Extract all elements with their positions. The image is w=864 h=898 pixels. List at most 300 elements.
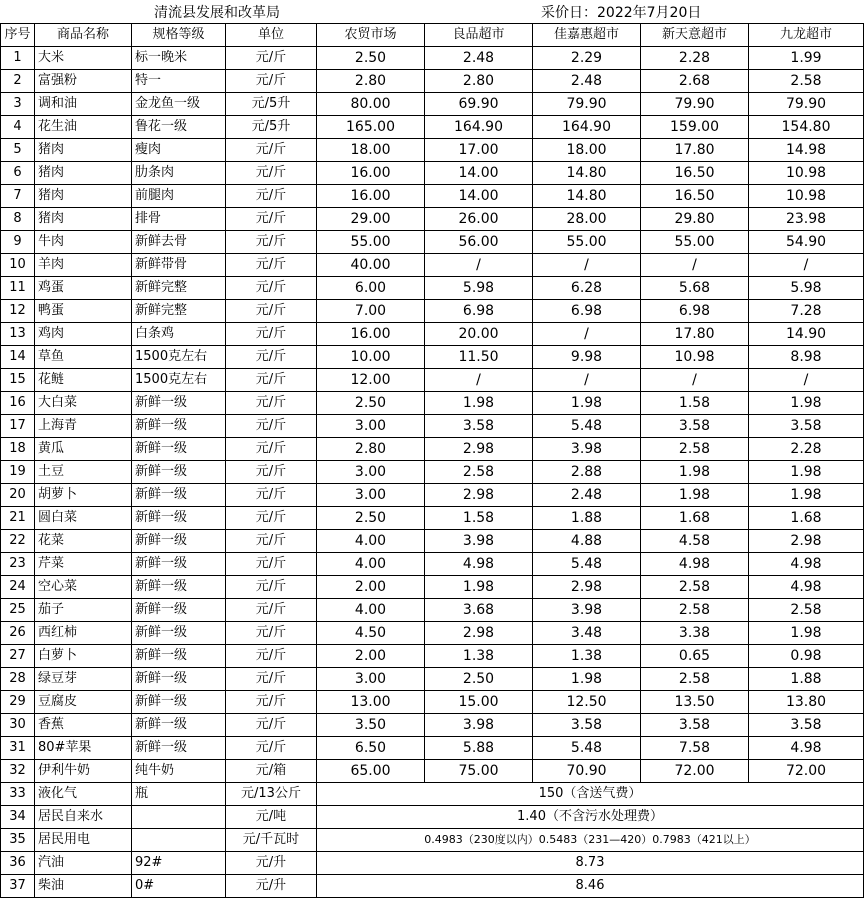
price-market: 12.00 xyxy=(317,369,425,392)
product-spec: 新鲜完整 xyxy=(132,277,226,300)
table-row xyxy=(1,70,864,93)
price-xintianyi: 16.50 xyxy=(641,185,749,208)
product-name: 黄瓜 xyxy=(35,438,132,461)
price-jiajiahui: 28.00 xyxy=(533,208,641,231)
product-unit: 元/斤 xyxy=(226,415,317,438)
product-unit: 元/斤 xyxy=(226,461,317,484)
row-number: 28 xyxy=(1,668,35,691)
product-unit: 元/斤 xyxy=(226,599,317,622)
price-jiulong: 4.98 xyxy=(749,576,864,599)
product-spec: 新鲜一级 xyxy=(132,737,226,760)
row-number: 2 xyxy=(1,70,35,93)
product-unit: 元/斤 xyxy=(226,277,317,300)
price-jiulong: 2.98 xyxy=(749,530,864,553)
product-spec: 纯牛奶 xyxy=(132,760,226,783)
product-spec: 新鲜一级 xyxy=(132,484,226,507)
price-xintianyi: 2.58 xyxy=(641,599,749,622)
product-spec: 新鲜一级 xyxy=(132,507,226,530)
price-market: 16.00 xyxy=(317,162,425,185)
row-number: 36 xyxy=(1,852,35,875)
row-number: 8 xyxy=(1,208,35,231)
price-xintianyi: / xyxy=(641,254,749,277)
product-name: 花菜 xyxy=(35,530,132,553)
price-liangpin: 75.00 xyxy=(425,760,533,783)
row-number: 21 xyxy=(1,507,35,530)
product-name: 豆腐皮 xyxy=(35,691,132,714)
unified-price: 1.40（不含污水处理费） xyxy=(317,806,864,829)
product-unit: 元/斤 xyxy=(226,208,317,231)
table-row xyxy=(1,231,864,254)
row-number: 26 xyxy=(1,622,35,645)
row-number: 27 xyxy=(1,645,35,668)
product-spec: 新鲜一级 xyxy=(132,530,226,553)
product-spec: 金龙鱼一级 xyxy=(132,93,226,116)
price-liangpin: 3.58 xyxy=(425,415,533,438)
price-xintianyi: 3.38 xyxy=(641,622,749,645)
price-jiajiahui: 5.48 xyxy=(533,415,641,438)
price-liangpin: 2.58 xyxy=(425,461,533,484)
price-jiajiahui: 12.50 xyxy=(533,691,641,714)
price-xintianyi: 2.58 xyxy=(641,576,749,599)
price-jiulong: 1.99 xyxy=(749,47,864,70)
product-unit: 元/斤 xyxy=(226,438,317,461)
product-unit: 元/斤 xyxy=(226,645,317,668)
row-number: 24 xyxy=(1,576,35,599)
product-name: 猪肉 xyxy=(35,139,132,162)
product-name: 大白菜 xyxy=(35,392,132,415)
row-number: 3 xyxy=(1,93,35,116)
row-number: 20 xyxy=(1,484,35,507)
price-market: 2.50 xyxy=(317,507,425,530)
product-name: 汽油 xyxy=(35,852,132,875)
price-jiajiahui: 6.98 xyxy=(533,300,641,323)
product-unit: 元/斤 xyxy=(226,185,317,208)
col-header-market: 农贸市场 xyxy=(317,24,425,47)
product-unit: 元/斤 xyxy=(226,162,317,185)
row-number: 25 xyxy=(1,599,35,622)
price-xintianyi: 159.00 xyxy=(641,116,749,139)
price-jiulong: 2.28 xyxy=(749,438,864,461)
product-unit: 元/升 xyxy=(226,852,317,875)
price-jiulong: 154.80 xyxy=(749,116,864,139)
row-number: 7 xyxy=(1,185,35,208)
product-spec: 瘦肉 xyxy=(132,139,226,162)
col-header-spec: 规格等级 xyxy=(132,24,226,47)
product-name: 草鱼 xyxy=(35,346,132,369)
price-market: 6.50 xyxy=(317,737,425,760)
product-name: 圆白菜 xyxy=(35,507,132,530)
col-header-unit: 单位 xyxy=(226,24,317,47)
product-spec: 新鲜去骨 xyxy=(132,231,226,254)
product-spec: 排骨 xyxy=(132,208,226,231)
price-xintianyi: 29.80 xyxy=(641,208,749,231)
price-xintianyi: 4.58 xyxy=(641,530,749,553)
survey-date: 采价日：2022年7月20日 xyxy=(541,5,702,21)
price-jiulong: 5.98 xyxy=(749,277,864,300)
row-number: 10 xyxy=(1,254,35,277)
product-spec: 新鲜完整 xyxy=(132,300,226,323)
price-jiajiahui: 5.48 xyxy=(533,737,641,760)
row-number: 31 xyxy=(1,737,35,760)
price-liangpin: 14.00 xyxy=(425,185,533,208)
product-name: 柴油 xyxy=(35,875,132,898)
price-jiajiahui: 3.98 xyxy=(533,599,641,622)
table-row xyxy=(1,760,864,783)
table-row xyxy=(1,852,864,875)
table-row xyxy=(1,576,864,599)
price-table xyxy=(0,23,864,898)
product-spec: 新鲜一级 xyxy=(132,553,226,576)
price-jiulong: 2.58 xyxy=(749,599,864,622)
product-name: 牛肉 xyxy=(35,231,132,254)
table-row xyxy=(1,415,864,438)
product-name: 居民用电 xyxy=(35,829,132,852)
unified-price: 8.46 xyxy=(317,875,864,898)
price-jiulong: 1.98 xyxy=(749,392,864,415)
table-row xyxy=(1,116,864,139)
product-name: 花鲢 xyxy=(35,369,132,392)
row-number: 15 xyxy=(1,369,35,392)
product-spec: 新鲜一级 xyxy=(132,438,226,461)
price-market: 2.50 xyxy=(317,392,425,415)
product-unit: 元/斤 xyxy=(226,737,317,760)
price-jiajiahui: 1.88 xyxy=(533,507,641,530)
unified-price: 8.73 xyxy=(317,852,864,875)
price-market: 3.00 xyxy=(317,415,425,438)
product-name: 空心菜 xyxy=(35,576,132,599)
price-jiajiahui: 5.48 xyxy=(533,553,641,576)
product-spec: 1500克左右 xyxy=(132,346,226,369)
table-row xyxy=(1,668,864,691)
product-spec xyxy=(132,829,226,852)
price-xintianyi: 1.58 xyxy=(641,392,749,415)
col-header-liangpin: 良品超市 xyxy=(425,24,533,47)
price-xintianyi: / xyxy=(641,369,749,392)
table-row xyxy=(1,714,864,737)
row-number: 29 xyxy=(1,691,35,714)
report-header xyxy=(0,0,864,23)
org-name: 清流县发展和改革局 xyxy=(154,5,280,21)
row-number: 6 xyxy=(1,162,35,185)
product-name: 上海青 xyxy=(35,415,132,438)
price-liangpin: 2.80 xyxy=(425,70,533,93)
row-number: 37 xyxy=(1,875,35,898)
product-unit: 元/斤 xyxy=(226,369,317,392)
product-name: 鸭蛋 xyxy=(35,300,132,323)
price-jiajiahui: 70.90 xyxy=(533,760,641,783)
price-liangpin: 4.98 xyxy=(425,553,533,576)
price-liangpin: / xyxy=(425,254,533,277)
table-row xyxy=(1,162,864,185)
table-row xyxy=(1,139,864,162)
price-jiajiahui: 1.98 xyxy=(533,392,641,415)
row-number: 33 xyxy=(1,783,35,806)
price-xintianyi: 1.68 xyxy=(641,507,749,530)
price-market: 6.00 xyxy=(317,277,425,300)
price-liangpin: 3.98 xyxy=(425,714,533,737)
price-jiulong: 13.80 xyxy=(749,691,864,714)
price-jiulong: 1.98 xyxy=(749,622,864,645)
price-jiulong: 14.98 xyxy=(749,139,864,162)
price-jiajiahui: 164.90 xyxy=(533,116,641,139)
product-name: 白萝卜 xyxy=(35,645,132,668)
product-unit: 元/千瓦时 xyxy=(226,829,317,852)
price-jiulong: 8.98 xyxy=(749,346,864,369)
price-jiajiahui: 3.58 xyxy=(533,714,641,737)
table-row xyxy=(1,599,864,622)
product-spec: 新鲜一级 xyxy=(132,645,226,668)
price-jiulong: 14.90 xyxy=(749,323,864,346)
row-number: 9 xyxy=(1,231,35,254)
product-unit: 元/斤 xyxy=(226,622,317,645)
product-name: 伊利牛奶 xyxy=(35,760,132,783)
price-market: 2.80 xyxy=(317,438,425,461)
row-number: 5 xyxy=(1,139,35,162)
price-xintianyi: 7.58 xyxy=(641,737,749,760)
table-row xyxy=(1,737,864,760)
price-jiajiahui: 2.98 xyxy=(533,576,641,599)
price-jiajiahui: 4.88 xyxy=(533,530,641,553)
price-market: 4.00 xyxy=(317,530,425,553)
product-unit: 元/斤 xyxy=(226,576,317,599)
price-jiulong: 10.98 xyxy=(749,185,864,208)
price-xintianyi: 79.90 xyxy=(641,93,749,116)
price-market: 2.50 xyxy=(317,47,425,70)
col-header-no: 序号 xyxy=(1,24,35,47)
price-market: 16.00 xyxy=(317,185,425,208)
product-name: 胡萝卜 xyxy=(35,484,132,507)
price-jiajiahui: 2.48 xyxy=(533,70,641,93)
row-number: 16 xyxy=(1,392,35,415)
price-market: 3.00 xyxy=(317,484,425,507)
product-name: 富强粉 xyxy=(35,70,132,93)
product-spec: 新鲜一级 xyxy=(132,599,226,622)
product-name: 芹菜 xyxy=(35,553,132,576)
row-number: 12 xyxy=(1,300,35,323)
price-market: 2.00 xyxy=(317,576,425,599)
product-unit: 元/斤 xyxy=(226,553,317,576)
price-liangpin: 1.98 xyxy=(425,576,533,599)
price-liangpin: 2.98 xyxy=(425,622,533,645)
price-jiajiahui: 14.80 xyxy=(533,185,641,208)
price-jiajiahui: 3.48 xyxy=(533,622,641,645)
price-jiulong: 1.98 xyxy=(749,484,864,507)
product-name: 香蕉 xyxy=(35,714,132,737)
price-market: 55.00 xyxy=(317,231,425,254)
price-jiajiahui: / xyxy=(533,323,641,346)
table-row xyxy=(1,185,864,208)
price-jiajiahui: / xyxy=(533,254,641,277)
price-liangpin: 6.98 xyxy=(425,300,533,323)
product-unit: 元/箱 xyxy=(226,760,317,783)
table-row xyxy=(1,392,864,415)
price-jiulong: / xyxy=(749,369,864,392)
product-spec: 新鲜一级 xyxy=(132,392,226,415)
price-jiulong: 10.98 xyxy=(749,162,864,185)
price-market: 40.00 xyxy=(317,254,425,277)
product-spec: 92# xyxy=(132,852,226,875)
price-market: 10.00 xyxy=(317,346,425,369)
product-spec: 白条鸡 xyxy=(132,323,226,346)
price-xintianyi: 2.28 xyxy=(641,47,749,70)
price-market: 4.00 xyxy=(317,599,425,622)
product-unit: 元/升 xyxy=(226,875,317,898)
table-row xyxy=(1,507,864,530)
price-market: 2.80 xyxy=(317,70,425,93)
product-unit: 元/斤 xyxy=(226,346,317,369)
product-name: 羊肉 xyxy=(35,254,132,277)
table-row xyxy=(1,461,864,484)
product-spec: 瓶 xyxy=(132,783,226,806)
product-spec: 前腿肉 xyxy=(132,185,226,208)
price-jiulong: 23.98 xyxy=(749,208,864,231)
product-spec: 新鲜一级 xyxy=(132,622,226,645)
price-jiulong: 3.58 xyxy=(749,415,864,438)
price-jiajiahui: 2.29 xyxy=(533,47,641,70)
table-row xyxy=(1,300,864,323)
price-liangpin: 1.58 xyxy=(425,507,533,530)
table-row xyxy=(1,47,864,70)
price-jiulong: 3.58 xyxy=(749,714,864,737)
table-row xyxy=(1,277,864,300)
price-jiulong: 7.28 xyxy=(749,300,864,323)
price-market: 80.00 xyxy=(317,93,425,116)
price-liangpin: 17.00 xyxy=(425,139,533,162)
price-jiulong: 54.90 xyxy=(749,231,864,254)
price-jiajiahui: 2.48 xyxy=(533,484,641,507)
row-number: 1 xyxy=(1,47,35,70)
price-market: 13.00 xyxy=(317,691,425,714)
price-liangpin: 20.00 xyxy=(425,323,533,346)
price-xintianyi: 0.65 xyxy=(641,645,749,668)
table-row xyxy=(1,691,864,714)
product-unit: 元/斤 xyxy=(226,70,317,93)
price-market: 18.00 xyxy=(317,139,425,162)
price-jiulong: / xyxy=(749,254,864,277)
price-liangpin: 26.00 xyxy=(425,208,533,231)
product-spec: 新鲜一级 xyxy=(132,691,226,714)
table-row xyxy=(1,369,864,392)
row-number: 22 xyxy=(1,530,35,553)
product-name: 鸡蛋 xyxy=(35,277,132,300)
row-number: 4 xyxy=(1,116,35,139)
price-jiulong: 2.58 xyxy=(749,70,864,93)
price-xintianyi: 55.00 xyxy=(641,231,749,254)
table-row xyxy=(1,806,864,829)
price-jiajiahui: 9.98 xyxy=(533,346,641,369)
table-row xyxy=(1,622,864,645)
table-row xyxy=(1,875,864,898)
price-jiajiahui: 3.98 xyxy=(533,438,641,461)
price-jiulong: 1.68 xyxy=(749,507,864,530)
table-row xyxy=(1,438,864,461)
price-jiajiahui: 55.00 xyxy=(533,231,641,254)
price-liangpin: 5.98 xyxy=(425,277,533,300)
price-market: 16.00 xyxy=(317,323,425,346)
price-jiajiahui: 6.28 xyxy=(533,277,641,300)
product-unit: 元/斤 xyxy=(226,392,317,415)
table-row xyxy=(1,530,864,553)
price-jiajiahui: 14.80 xyxy=(533,162,641,185)
product-unit: 元/5升 xyxy=(226,93,317,116)
price-liangpin: 2.98 xyxy=(425,484,533,507)
price-xintianyi: 72.00 xyxy=(641,760,749,783)
product-unit: 元/斤 xyxy=(226,323,317,346)
price-jiajiahui: / xyxy=(533,369,641,392)
product-unit: 元/斤 xyxy=(226,484,317,507)
price-xintianyi: 1.98 xyxy=(641,484,749,507)
product-name: 调和油 xyxy=(35,93,132,116)
price-jiajiahui: 1.98 xyxy=(533,668,641,691)
price-market: 7.00 xyxy=(317,300,425,323)
product-unit: 元/斤 xyxy=(226,139,317,162)
price-jiajiahui: 18.00 xyxy=(533,139,641,162)
price-xintianyi: 13.50 xyxy=(641,691,749,714)
product-name: 猪肉 xyxy=(35,208,132,231)
col-header-jiajiahui: 佳嘉惠超市 xyxy=(533,24,641,47)
product-spec xyxy=(132,806,226,829)
product-unit: 元/斤 xyxy=(226,507,317,530)
table-row xyxy=(1,93,864,116)
price-xintianyi: 5.68 xyxy=(641,277,749,300)
product-name: 绿豆芽 xyxy=(35,668,132,691)
price-liangpin: 2.98 xyxy=(425,438,533,461)
product-spec: 特一 xyxy=(132,70,226,93)
price-jiajiahui: 2.88 xyxy=(533,461,641,484)
price-market: 65.00 xyxy=(317,760,425,783)
price-xintianyi: 3.58 xyxy=(641,714,749,737)
product-spec: 新鲜一级 xyxy=(132,415,226,438)
row-number: 13 xyxy=(1,323,35,346)
row-number: 23 xyxy=(1,553,35,576)
col-header-xintianyi: 新天意超市 xyxy=(641,24,749,47)
row-number: 11 xyxy=(1,277,35,300)
price-liangpin: 1.38 xyxy=(425,645,533,668)
price-jiajiahui: 1.38 xyxy=(533,645,641,668)
product-name: 液化气 xyxy=(35,783,132,806)
price-market: 3.50 xyxy=(317,714,425,737)
price-liangpin: 11.50 xyxy=(425,346,533,369)
row-number: 30 xyxy=(1,714,35,737)
table-row xyxy=(1,553,864,576)
row-number: 17 xyxy=(1,415,35,438)
product-spec: 新鲜带骨 xyxy=(132,254,226,277)
price-jiulong: 0.98 xyxy=(749,645,864,668)
product-name: 猪肉 xyxy=(35,185,132,208)
price-xintianyi: 2.58 xyxy=(641,438,749,461)
product-name: 鸡肉 xyxy=(35,323,132,346)
price-market: 29.00 xyxy=(317,208,425,231)
product-name: 西红柿 xyxy=(35,622,132,645)
price-market: 2.00 xyxy=(317,645,425,668)
price-liangpin: 56.00 xyxy=(425,231,533,254)
price-xintianyi: 2.58 xyxy=(641,668,749,691)
product-spec: 新鲜一级 xyxy=(132,461,226,484)
price-xintianyi: 16.50 xyxy=(641,162,749,185)
price-jiajiahui: 79.90 xyxy=(533,93,641,116)
price-xintianyi: 17.80 xyxy=(641,323,749,346)
product-spec: 鲁花一级 xyxy=(132,116,226,139)
price-liangpin: 69.90 xyxy=(425,93,533,116)
table-row xyxy=(1,783,864,806)
price-xintianyi: 17.80 xyxy=(641,139,749,162)
product-spec: 新鲜一级 xyxy=(132,668,226,691)
price-xintianyi: 2.68 xyxy=(641,70,749,93)
product-spec: 1500克左右 xyxy=(132,369,226,392)
row-number: 32 xyxy=(1,760,35,783)
price-liangpin: 3.98 xyxy=(425,530,533,553)
product-spec: 新鲜一级 xyxy=(132,714,226,737)
